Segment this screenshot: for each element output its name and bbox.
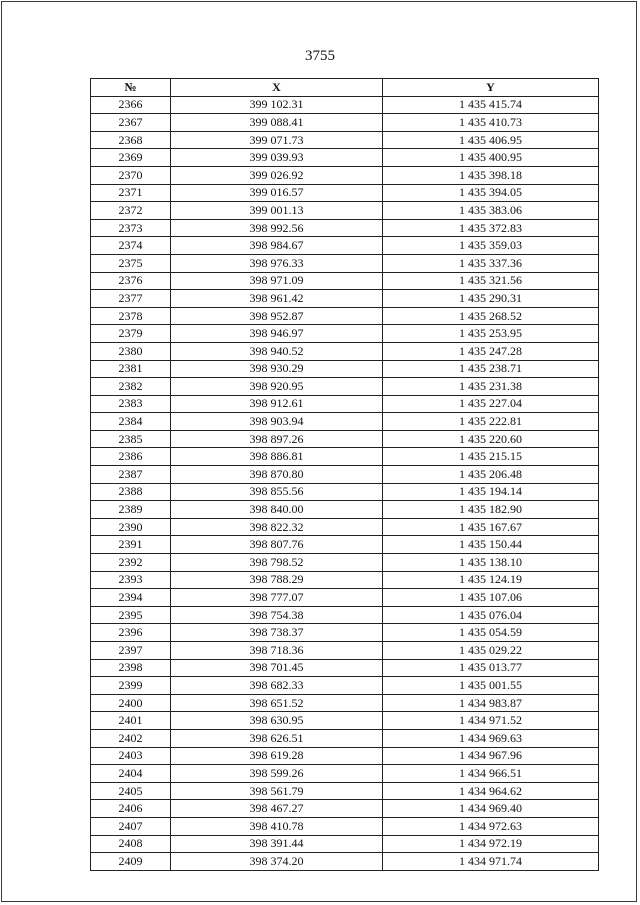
cell-y: 1 435 290.31 [383,290,599,308]
cell-x: 398 630.95 [171,712,383,730]
cell-number: 2405 [91,782,171,800]
table-row [91,835,599,853]
cell-number: 2381 [91,360,171,378]
cell-number: 2404 [91,765,171,783]
cell-number: 2379 [91,325,171,343]
table-row [91,360,599,378]
cell-y: 1 435 029.22 [383,642,599,660]
table-row [91,219,599,237]
cell-number: 2378 [91,307,171,325]
table-row [91,624,599,642]
table-row [91,342,599,360]
cell-x: 398 870.80 [171,466,383,484]
table-row [91,571,599,589]
cell-number: 2384 [91,413,171,431]
cell-y: 1 435 337.36 [383,254,599,272]
table-row [91,536,599,554]
table-row [91,747,599,765]
cell-y: 1 435 321.56 [383,272,599,290]
cell-x: 398 840.00 [171,501,383,519]
cell-y: 1 435 253.95 [383,325,599,343]
cell-x: 398 561.79 [171,782,383,800]
cell-x: 399 026.92 [171,166,383,184]
table-row [91,853,599,871]
table-header [91,79,599,97]
table-row [91,782,599,800]
table-row [91,290,599,308]
table-row [91,149,599,167]
cell-x: 398 467.27 [171,800,383,818]
cell-number: 2375 [91,254,171,272]
cell-number: 2403 [91,747,171,765]
cell-y: 1 434 966.51 [383,765,599,783]
cell-number: 2406 [91,800,171,818]
cell-number: 2409 [91,853,171,871]
cell-y: 1 435 194.14 [383,483,599,501]
header-row [91,79,599,97]
table-row [91,518,599,536]
cell-number: 2387 [91,466,171,484]
cell-y: 1 435 138.10 [383,554,599,572]
cell-x: 398 701.45 [171,659,383,677]
cell-y: 1 435 013.77 [383,659,599,677]
table-row [91,589,599,607]
cell-number: 2373 [91,219,171,237]
cell-number: 2374 [91,237,171,255]
cell-number: 2372 [91,202,171,220]
cell-x: 398 961.42 [171,290,383,308]
cell-x: 398 374.20 [171,853,383,871]
cell-y: 1 434 964.62 [383,782,599,800]
cell-y: 1 435 107.06 [383,589,599,607]
cell-x: 399 016.57 [171,184,383,202]
table-row [91,659,599,677]
table-row [91,554,599,572]
table-row [91,712,599,730]
cell-x: 398 651.52 [171,694,383,712]
cell-y: 1 435 247.28 [383,342,599,360]
cell-y: 1 434 971.74 [383,853,599,871]
cell-x: 398 807.76 [171,536,383,554]
cell-number: 2396 [91,624,171,642]
cell-x: 399 001.13 [171,202,383,220]
cell-y: 1 434 983.87 [383,694,599,712]
column-header-x: X [171,79,383,97]
cell-number: 2366 [91,96,171,114]
table-row [91,131,599,149]
cell-x: 398 946.97 [171,325,383,343]
cell-y: 1 435 222.81 [383,413,599,431]
table-row [91,395,599,413]
table-row [91,96,599,114]
cell-y: 1 435 076.04 [383,606,599,624]
table-row [91,307,599,325]
cell-y: 1 435 415.74 [383,96,599,114]
cell-y: 1 435 359.03 [383,237,599,255]
cell-number: 2395 [91,606,171,624]
cell-y: 1 435 394.05 [383,184,599,202]
table-row [91,184,599,202]
cell-number: 2391 [91,536,171,554]
cell-x: 398 599.26 [171,765,383,783]
cell-y: 1 434 971.52 [383,712,599,730]
table-row [91,430,599,448]
cell-y: 1 435 400.95 [383,149,599,167]
cell-x: 398 788.29 [171,571,383,589]
cell-number: 2389 [91,501,171,519]
page-number: 3755 [305,48,335,64]
cell-x: 398 682.33 [171,677,383,695]
table-row [91,606,599,624]
cell-number: 2398 [91,659,171,677]
cell-y: 1 434 967.96 [383,747,599,765]
cell-x: 398 992.56 [171,219,383,237]
cell-number: 2390 [91,518,171,536]
cell-x: 398 822.32 [171,518,383,536]
cell-y: 1 435 182.90 [383,501,599,519]
table-row [91,642,599,660]
cell-number: 2380 [91,342,171,360]
table-row [91,166,599,184]
table-row [91,237,599,255]
cell-number: 2382 [91,378,171,396]
cell-number: 2401 [91,712,171,730]
cell-y: 1 435 220.60 [383,430,599,448]
cell-x: 398 754.38 [171,606,383,624]
table-row [91,729,599,747]
cell-x: 398 718.36 [171,642,383,660]
cell-number: 2386 [91,448,171,466]
cell-x: 398 391.44 [171,835,383,853]
cell-y: 1 435 231.38 [383,378,599,396]
cell-x: 398 886.81 [171,448,383,466]
cell-x: 398 952.87 [171,307,383,325]
table-row [91,483,599,501]
cell-number: 2400 [91,694,171,712]
cell-y: 1 435 268.52 [383,307,599,325]
cell-x: 398 903.94 [171,413,383,431]
cell-number: 2377 [91,290,171,308]
cell-y: 1 435 410.73 [383,114,599,132]
cell-y: 1 435 383.06 [383,202,599,220]
cell-number: 2394 [91,589,171,607]
cell-number: 2388 [91,483,171,501]
cell-number: 2385 [91,430,171,448]
cell-y: 1 435 227.04 [383,395,599,413]
column-header-number: № [91,79,171,97]
cell-x: 398 738.37 [171,624,383,642]
cell-number: 2397 [91,642,171,660]
cell-y: 1 435 001.55 [383,677,599,695]
cell-number: 2399 [91,677,171,695]
cell-y: 1 435 406.95 [383,131,599,149]
cell-x: 398 920.95 [171,378,383,396]
cell-y: 1 435 215.15 [383,448,599,466]
cell-number: 2376 [91,272,171,290]
cell-x: 398 410.78 [171,817,383,835]
cell-x: 399 088.41 [171,114,383,132]
cell-y: 1 435 124.19 [383,571,599,589]
cell-number: 2368 [91,131,171,149]
table-row [91,325,599,343]
cell-number: 2392 [91,554,171,572]
table-row [91,413,599,431]
table-row [91,114,599,132]
table-row [91,501,599,519]
cell-number: 2408 [91,835,171,853]
table-row [91,466,599,484]
table-row [91,800,599,818]
table-row [91,254,599,272]
cell-x: 398 984.67 [171,237,383,255]
cell-y: 1 435 398.18 [383,166,599,184]
cell-x: 398 912.61 [171,395,383,413]
coordinates-table [90,78,599,871]
column-header-y: Y [383,79,599,97]
cell-x: 398 971.09 [171,272,383,290]
cell-x: 399 071.73 [171,131,383,149]
table-row [91,677,599,695]
table-row [91,694,599,712]
cell-y: 1 435 167.67 [383,518,599,536]
cell-x: 398 940.52 [171,342,383,360]
cell-x: 398 930.29 [171,360,383,378]
table-row [91,448,599,466]
cell-number: 2402 [91,729,171,747]
cell-x: 399 039.93 [171,149,383,167]
cell-x: 398 897.26 [171,430,383,448]
cell-x: 398 626.51 [171,729,383,747]
table-row [91,272,599,290]
cell-number: 2407 [91,817,171,835]
cell-number: 2371 [91,184,171,202]
cell-y: 1 434 972.19 [383,835,599,853]
table-row [91,817,599,835]
cell-number: 2367 [91,114,171,132]
cell-number: 2370 [91,166,171,184]
table-row [91,202,599,220]
cell-y: 1 434 969.63 [383,729,599,747]
table-body [91,96,599,870]
cell-x: 398 855.56 [171,483,383,501]
cell-y: 1 435 206.48 [383,466,599,484]
cell-number: 2383 [91,395,171,413]
cell-x: 398 777.07 [171,589,383,607]
cell-x: 398 798.52 [171,554,383,572]
cell-x: 398 976.33 [171,254,383,272]
cell-y: 1 434 969.40 [383,800,599,818]
cell-y: 1 435 150.44 [383,536,599,554]
cell-y: 1 434 972.63 [383,817,599,835]
cell-x: 398 619.28 [171,747,383,765]
table-row [91,765,599,783]
table-row [91,378,599,396]
cell-y: 1 435 372.83 [383,219,599,237]
cell-x: 399 102.31 [171,96,383,114]
cell-y: 1 435 238.71 [383,360,599,378]
cell-number: 2393 [91,571,171,589]
cell-number: 2369 [91,149,171,167]
cell-y: 1 435 054.59 [383,624,599,642]
